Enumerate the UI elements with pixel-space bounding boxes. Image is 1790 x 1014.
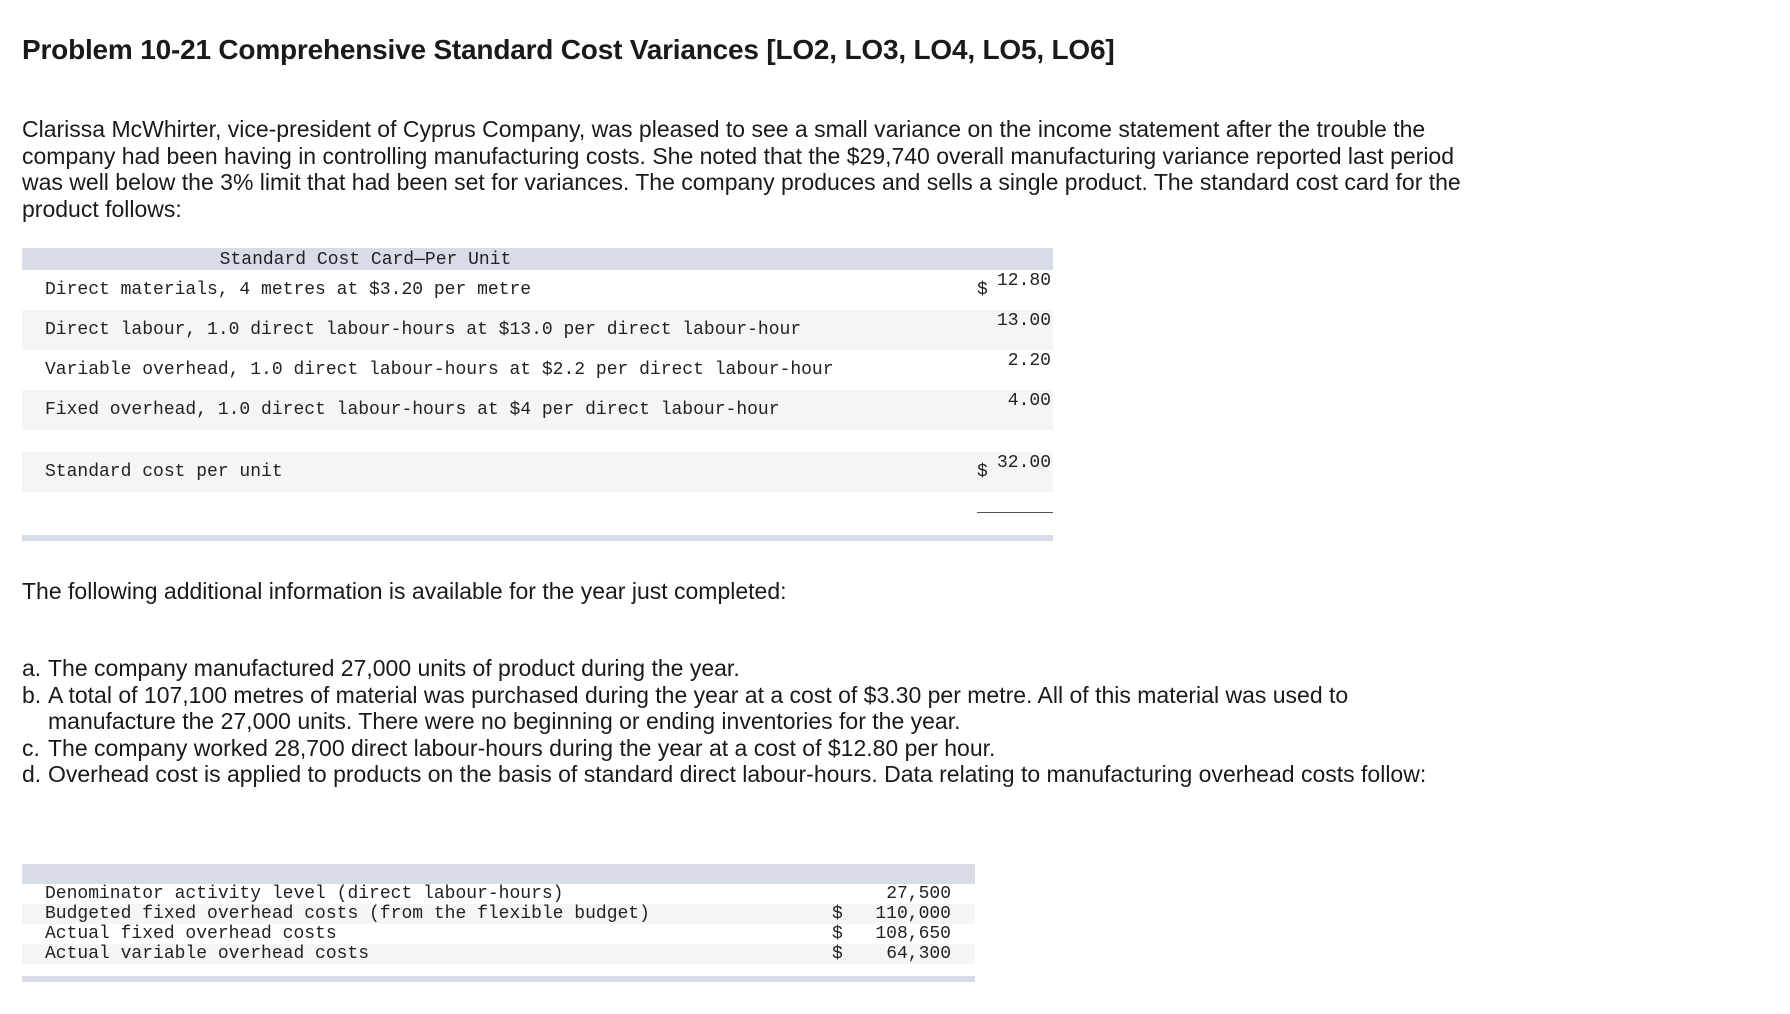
overhead-row-amount: 27,500	[886, 884, 951, 904]
cost-row-label: Fixed overhead, 1.0 direct labour-hours at $4 per direct labour-hour	[45, 400, 780, 420]
overhead-row-amount: 110,000	[875, 904, 951, 924]
overhead-row-actual-fixed	[22, 924, 975, 944]
overhead-bottom-bar	[22, 976, 975, 982]
overhead-row-amount: 108,650	[875, 924, 951, 944]
info-list	[22, 655, 1482, 788]
cost-row-label: Variable overhead, 1.0 direct labour-hours at $2.2 per direct labour-hour	[45, 360, 834, 380]
cost-row-amount: 2.20	[1007, 351, 1051, 371]
overhead-row-dollar: $	[832, 924, 843, 944]
cost-row-variable-overhead	[22, 350, 1053, 390]
list-marker: a.	[22, 655, 42, 681]
additional-info-paragraph: The following additional information is available for the year just completed:	[22, 578, 787, 604]
cost-card-bottom-bar	[22, 535, 1053, 541]
list-marker: d.	[22, 761, 42, 787]
cost-card-header: Standard Cost Card—Per Unit	[219, 250, 512, 270]
cost-total-amount: 32.00	[996, 453, 1051, 473]
overhead-row-denominator	[22, 884, 975, 904]
overhead-row-label: Budgeted fixed overhead costs (from the flexible budget)	[45, 904, 650, 924]
cost-total-dollar: $	[977, 462, 988, 482]
list-marker: c.	[22, 734, 40, 761]
intro-paragraph: Clarissa McWhirter, vice-president of Cyprus Company, was pleased to see a small variance on the income statement after the trouble the company had been having in controlling manufacturing costs. She noted that the $29,740 overall manufacturing variance reported last period was well below the 3% limit that had been set for variances. The company produces and sells a single product. The standard cost card for the product follows:	[22, 116, 1461, 222]
overhead-data-table	[22, 864, 975, 982]
cost-row-amount: 13.00	[996, 311, 1051, 331]
overhead-header-bar	[22, 864, 975, 884]
standard-cost-card-table	[22, 248, 1053, 541]
list-item-text: The company worked 28,700 direct labour-hours during the year at a cost of $12.80 per hour.	[48, 734, 996, 761]
cost-row-label: Direct materials, 4 metres at $3.20 per metre	[45, 280, 532, 300]
overhead-row-label: Denominator activity level (direct labour-hours)	[45, 884, 564, 904]
cost-row-fixed-overhead	[22, 390, 1053, 430]
list-item	[22, 735, 1482, 762]
overhead-row-dollar: $	[832, 944, 843, 964]
overhead-row-actual-variable	[22, 944, 975, 964]
overhead-row-budgeted-fixed	[22, 904, 975, 924]
list-item	[22, 761, 1482, 788]
cost-row-amount: 12.80	[996, 271, 1051, 291]
list-item	[22, 655, 1482, 682]
overhead-row-dollar: $	[832, 904, 843, 924]
cost-row-dollar: $	[977, 280, 988, 300]
cost-row-direct-materials	[22, 270, 1053, 310]
cost-row-label: Direct labour, 1.0 direct labour-hours at $13.0 per direct labour-hour	[45, 320, 802, 340]
overhead-row-label: Actual variable overhead costs	[45, 944, 370, 964]
list-item	[22, 682, 1482, 735]
cost-row-direct-labour	[22, 310, 1053, 350]
cost-row-amount: 4.00	[1007, 391, 1051, 411]
overhead-row-amount: 64,300	[886, 944, 951, 964]
overhead-row-label: Actual fixed overhead costs	[45, 924, 337, 944]
list-item-text: Overhead cost is applied to products on the basis of standard direct labour-hours. Data relating to manufacturing overhead costs follow:	[48, 761, 1427, 787]
list-item-text: The company manufactured 27,000 units of product during the year.	[48, 655, 740, 681]
total-underline	[977, 512, 1053, 513]
cost-total-label: Standard cost per unit	[45, 462, 283, 482]
cost-row-total	[22, 452, 1053, 492]
problem-title: Problem 10-21 Comprehensive Standard Cost Variances [LO2, LO3, LO4, LO5, LO6]	[22, 34, 1115, 65]
list-item-text: A total of 107,100 metres of material was purchased during the year at a cost of $3.30 per metre. All of this material was used to manufacture the 27,000 units. There were no beginning or ending inventories for the year.	[48, 681, 1349, 734]
list-marker: b.	[22, 681, 42, 708]
